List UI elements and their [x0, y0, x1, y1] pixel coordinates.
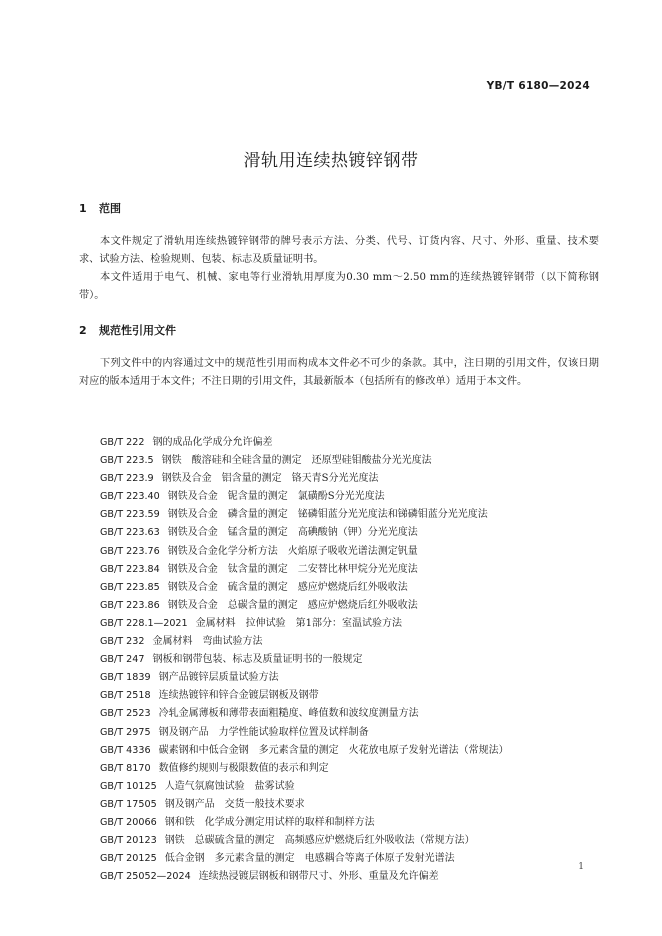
reference-code: GB/T 247	[100, 654, 145, 666]
normative-references-intro: 下列文件中的内容通过文中的规范性引用而构成本文件必不可少的条款。其中，注日期的引用文件，仅该日期对应的版本适用于本文件；不注日期的引用文件，其最新版本（包括所有的修改单）适用于本文件。	[79, 358, 599, 387]
section-2-heading	[79, 322, 176, 338]
section-1-heading	[79, 200, 121, 216]
reference-item	[100, 597, 600, 615]
reference-code: GB/T 223.76	[100, 545, 160, 557]
reference-code: GB/T 1839	[100, 672, 151, 684]
reference-item	[100, 724, 600, 742]
reference-code: GB/T 223.86	[100, 599, 160, 611]
reference-code: GB/T 223.59	[100, 509, 160, 521]
reference-item	[100, 434, 600, 452]
reference-title: 钢铁及合金 钛含量的测定 二安替比林甲烷分光光度法	[167, 563, 418, 575]
reference-item	[100, 796, 600, 814]
reference-title: 人造气氛腐蚀试验 盐雾试验	[164, 780, 295, 792]
reference-title: 金属材料 拉伸试验 第1部分：室温试验方法	[195, 617, 403, 629]
standard-code: YB/T 6180—2024	[486, 80, 590, 92]
reference-item	[100, 742, 600, 760]
reference-code: GB/T 4336	[100, 744, 151, 756]
reference-code: GB/T 232	[100, 636, 145, 648]
reference-title: 钢铁 酸溶硅和全硅含量的测定 还原型硅钼酸盐分光光度法	[161, 455, 432, 467]
reference-title: 钢铁 总碳硫含量的测定 高频感应炉燃烧后红外吸收法（常规方法）	[164, 835, 475, 847]
reference-item	[100, 651, 600, 669]
applicability-paragraph: 本文件适用于电气、机械、家电等行业滑轨用厚度为0.30 mm～2.50 mm的连续热镀锌钢带（以下简称钢带）。	[79, 272, 599, 301]
reference-title: 钢铁及合金 铌含量的测定 氯磺酚S分光光度法	[167, 491, 385, 503]
reference-title: 连续热浸镀层钢板和钢带尺寸、外形、重量及允许偏差	[198, 871, 439, 883]
reference-title: 钢及钢产品 交货一般技术要求	[164, 798, 305, 810]
reference-code: GB/T 223.63	[100, 527, 160, 539]
page-number: 1	[578, 862, 584, 872]
reference-item	[100, 579, 600, 597]
reference-code: GB/T 2518	[100, 690, 151, 702]
reference-item	[100, 832, 600, 850]
reference-title: 数值修约规则与极限数值的表示和判定	[158, 762, 329, 774]
reference-item	[100, 452, 600, 470]
reference-code: GB/T 2523	[100, 708, 151, 720]
reference-title: 钢及钢产品 力学性能试验取样位置及试样制备	[158, 726, 369, 738]
reference-code: GB/T 10125	[100, 780, 157, 792]
reference-code: GB/T 17505	[100, 798, 157, 810]
reference-code: GB/T 223.85	[100, 581, 160, 593]
reference-title: 钢板和钢带包装、标志及质量证明书的一般规定	[152, 654, 363, 666]
reference-title: 钢和铁 化学成分测定用试样的取样和制样方法	[164, 816, 375, 828]
reference-title: 钢铁及合金 铝含量的测定 铬天青S分光光度法	[161, 473, 379, 485]
reference-title: 钢铁及合金 硫含量的测定 感应炉燃烧后红外吸收法	[167, 581, 408, 593]
section-title: 规范性引用文件	[99, 324, 176, 337]
section-number: 1	[79, 202, 87, 215]
reference-code: GB/T 8170	[100, 762, 151, 774]
reference-item	[100, 850, 600, 868]
reference-title: 冷轧金属薄板和薄带表面粗糙度、峰值数和波纹度测量方法	[158, 708, 419, 720]
reference-item	[100, 561, 600, 579]
reference-item	[100, 868, 600, 886]
reference-item	[100, 705, 600, 723]
reference-title: 碳素钢和中低合金钢 多元素含量的测定 火花放电原子发射光谱法（常规法）	[158, 744, 509, 756]
reference-item	[100, 543, 600, 561]
reference-item	[100, 488, 600, 506]
reference-code: GB/T 2975	[100, 726, 151, 738]
reference-item	[100, 814, 600, 832]
scope-paragraph: 本文件规定了滑轨用连续热镀锌钢带的牌号表示方法、分类、代号、订货内容、尺寸、外形、重量、技术要求、试验方法、检验规则、包装、标志及质量证明书。	[79, 236, 599, 265]
reference-title: 钢铁及合金 总碳含量的测定 感应炉燃烧后红外吸收法	[167, 599, 418, 611]
reference-code: GB/T 222	[100, 437, 145, 448]
reference-title: 钢的成品化学成分允许偏差	[152, 437, 273, 448]
section-number: 2	[79, 324, 87, 337]
reference-item	[100, 470, 600, 488]
reference-item	[100, 615, 600, 633]
reference-title: 连续热镀锌和锌合金镀层钢板及钢带	[158, 690, 319, 702]
reference-code: GB/T 20066	[100, 816, 157, 828]
reference-code: GB/T 223.40	[100, 491, 160, 503]
reference-item	[100, 524, 600, 542]
reference-item	[100, 778, 600, 796]
reference-item	[100, 633, 600, 651]
section-title: 范围	[99, 202, 121, 215]
reference-title: 钢铁及合金化学分析方法 火焰原子吸收光谱法测定钒量	[167, 545, 418, 557]
reference-code: GB/T 20123	[100, 835, 157, 847]
reference-title: 金属材料 弯曲试验方法	[152, 636, 263, 648]
reference-code: GB/T 223.9	[100, 473, 154, 485]
reference-code: GB/T 228.1—2021	[100, 617, 188, 629]
reference-item	[100, 669, 600, 687]
document-title: 滑轨用连续热镀锌钢带	[243, 151, 419, 171]
reference-title: 钢产品镀锌层质量试验方法	[158, 672, 279, 684]
reference-item	[100, 760, 600, 778]
reference-item	[100, 506, 600, 524]
reference-title: 低合金钢 多元素含量的测定 电感耦合等离子体原子发射光谱法	[164, 853, 455, 865]
reference-list	[100, 434, 600, 886]
reference-title: 钢铁及合金 磷含量的测定 铋磷钼蓝分光光度法和锑磷钼蓝分光光度法	[167, 509, 488, 521]
reference-code: GB/T 223.5	[100, 455, 154, 467]
reference-code: GB/T 25052—2024	[100, 871, 191, 883]
reference-title: 钢铁及合金 锰含量的测定 高碘酸钠（钾）分光光度法	[167, 527, 418, 539]
reference-code: GB/T 223.84	[100, 563, 160, 575]
reference-item	[100, 687, 600, 705]
reference-code: GB/T 20125	[100, 853, 157, 865]
